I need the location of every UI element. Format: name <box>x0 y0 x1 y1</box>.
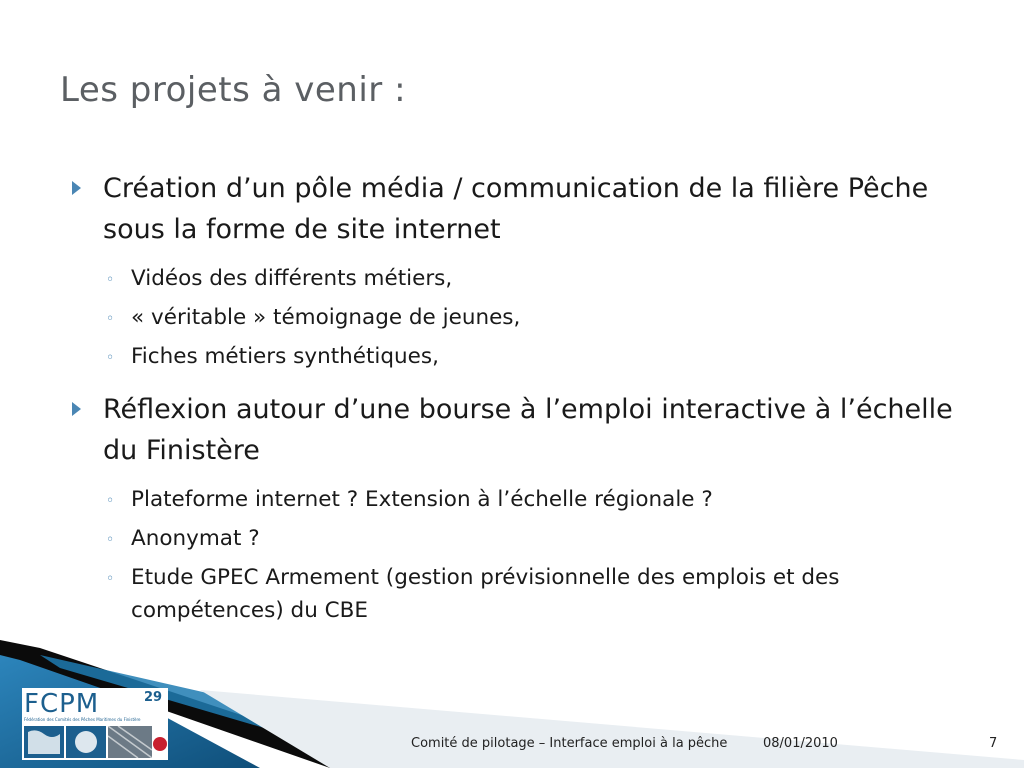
circle-bullet-icon: ◦ <box>106 532 115 548</box>
sub-list <box>103 262 972 373</box>
circle-bullet-icon: ◦ <box>106 493 115 509</box>
sub-bullet-item <box>103 483 972 516</box>
sub-bullet-item <box>103 340 972 373</box>
sub-bullet-item <box>103 561 972 627</box>
sub-bullet-text: Fiches métiers synthétiques, <box>131 344 439 369</box>
bullet-group-1 <box>72 168 972 373</box>
sub-bullet-item <box>103 301 972 334</box>
sub-bullet-item <box>103 522 972 555</box>
circle-bullet-icon: ◦ <box>106 350 115 366</box>
bullet-item <box>72 389 972 471</box>
bullet-group-2 <box>72 389 972 627</box>
circle-bullet-icon: ◦ <box>106 571 115 587</box>
sub-bullet-text: Anonymat ? <box>131 526 260 551</box>
fcpm-logo-icon <box>22 688 168 760</box>
svg-text:29: 29 <box>144 690 163 705</box>
sub-bullet-text: Vidéos des différents métiers, <box>131 266 453 291</box>
sub-bullet-text: « véritable » témoignage de jeunes, <box>131 305 521 330</box>
footer-date: 08/01/2010 <box>763 736 838 751</box>
bullet-text: Réflexion autour d’une bourse à l’emploi interactive à l’échelle du Finistère <box>103 394 953 466</box>
circle-bullet-icon: ◦ <box>106 272 115 288</box>
fcpm-logo <box>22 688 168 760</box>
triangle-bullet-icon <box>72 181 81 195</box>
slide-content <box>72 168 972 643</box>
sub-bullet-item <box>103 262 972 295</box>
slide-title: Les projets à venir : <box>60 70 407 110</box>
svg-text:Fédération des Comités des Pêc: Fédération des Comités des Pêches Maritimes du Finistère <box>24 717 141 722</box>
page-number: 7 <box>989 736 998 751</box>
bullet-text: Création d’un pôle média / communication de la filière Pêche sous la forme de site internet <box>103 173 929 245</box>
circle-bullet-icon: ◦ <box>106 311 115 327</box>
svg-text:FCPM: FCPM <box>24 689 100 719</box>
footer-caption: Comité de pilotage – Interface emploi à la pêche <box>411 736 728 751</box>
sub-list <box>103 483 972 627</box>
sub-bullet-text: Etude GPEC Armement (gestion prévisionnelle des emplois et des compétences) du CBE <box>131 565 840 623</box>
triangle-bullet-icon <box>72 402 81 416</box>
bullet-item <box>72 168 972 250</box>
sub-bullet-text: Plateforme internet ? Extension à l’échelle régionale ? <box>131 487 713 512</box>
